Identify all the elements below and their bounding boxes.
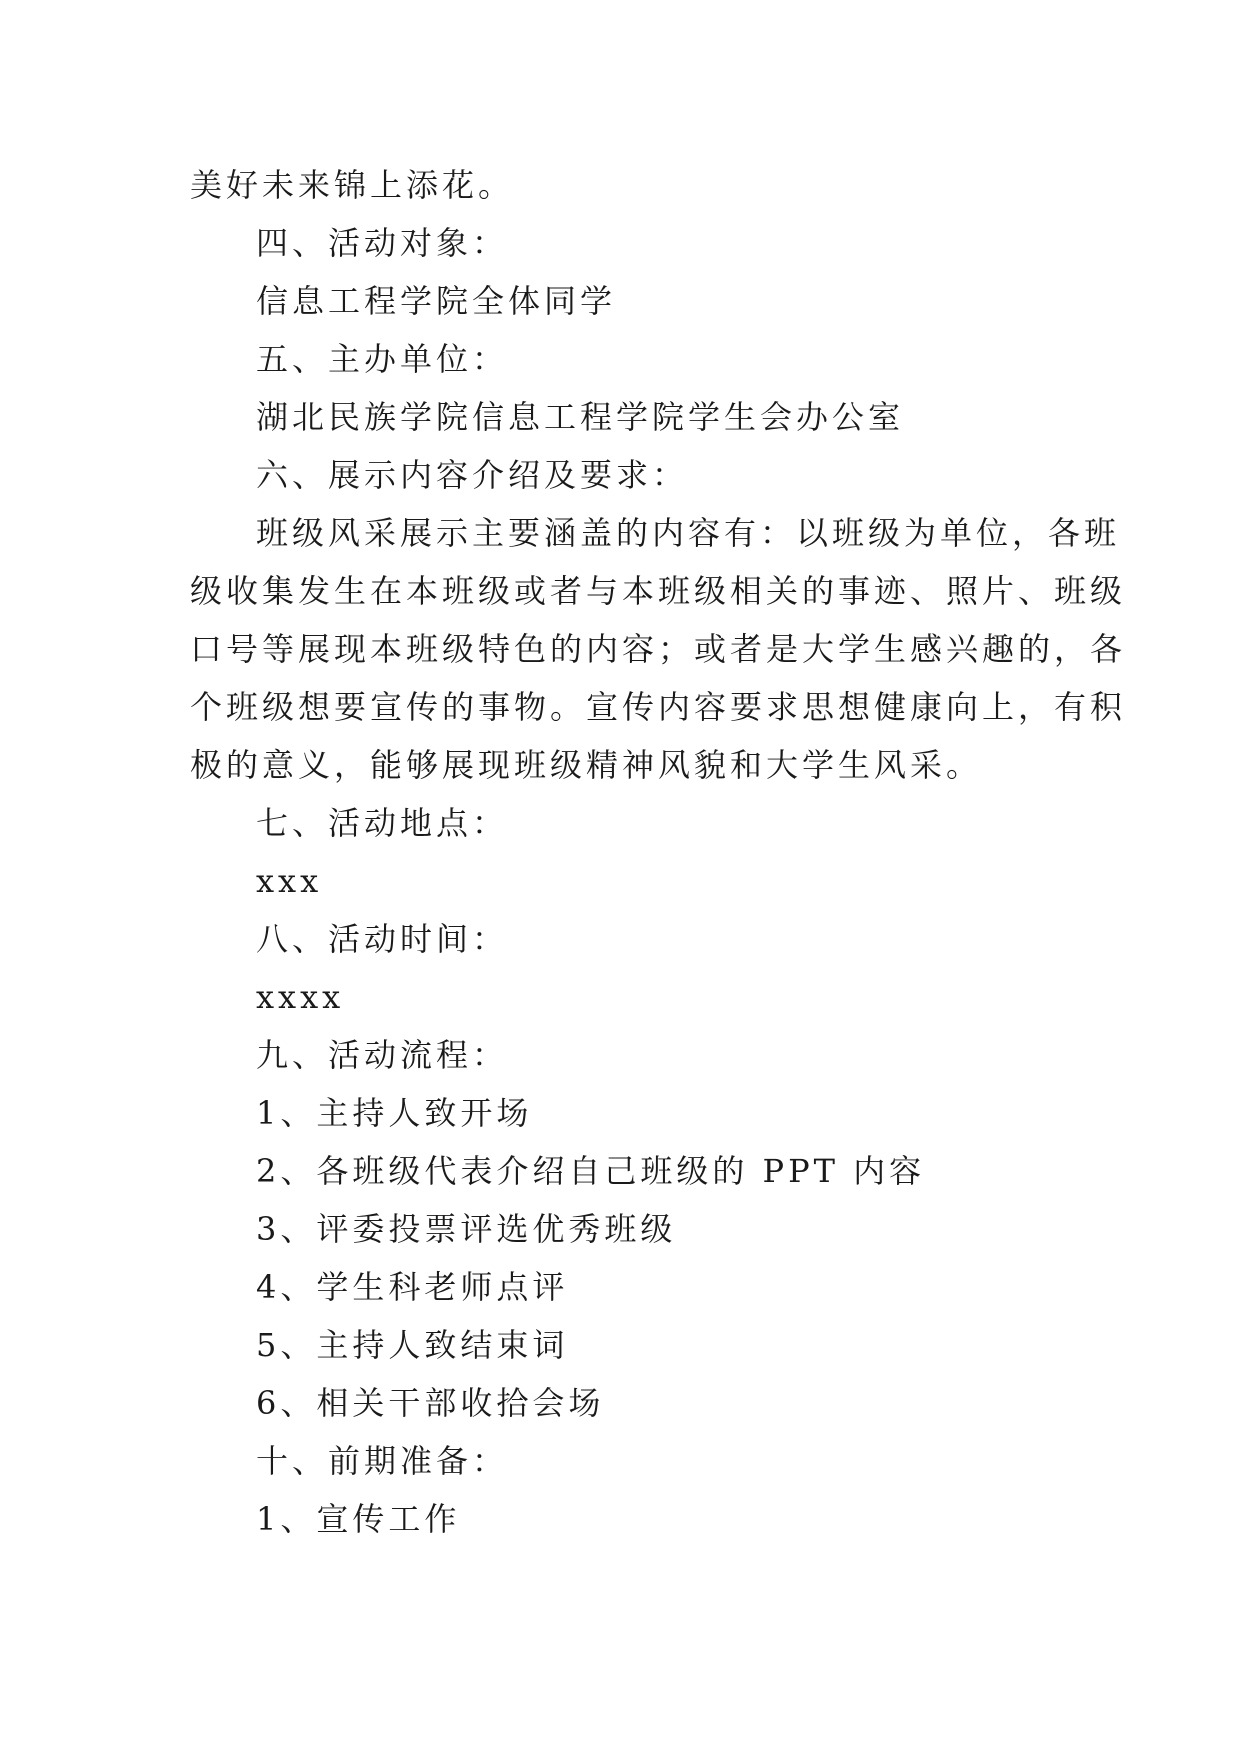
section-body-4: 信息工程学院全体同学 [256, 282, 617, 320]
process-step-4: 4、学生科老师点评 [256, 1268, 569, 1306]
section-heading-8: 八、活动时间： [256, 920, 509, 958]
process-step-5: 5、主持人致结束词 [256, 1326, 569, 1364]
section-body-6-line-3: 口号等展现本班级特色的内容；或者是大学生感兴趣的，各 [190, 630, 1127, 668]
section-body-5: 湖北民族学院信息工程学院学生会办公室 [256, 398, 905, 436]
section-body-6-line-2: 级收集发生在本班级或者与本班级相关的事迹、照片、班级 [190, 572, 1127, 610]
section-heading-4: 四、活动对象： [256, 224, 509, 262]
process-step-3: 3、评委投票评选优秀班级 [256, 1210, 677, 1248]
section-heading-9: 九、活动流程： [256, 1036, 509, 1074]
process-step-6: 6、相关干部收拾会场 [256, 1384, 605, 1422]
process-step-1: 1、主持人致开场 [256, 1094, 533, 1132]
paragraph-end-line: 美好未来锦上添花。 [190, 166, 515, 204]
section-heading-5: 五、主办单位： [256, 340, 509, 378]
section-body-6-line-5: 极的意义，能够展现班级精神风貌和大学生风采。 [190, 746, 983, 784]
section-body-8: xxxx [256, 978, 345, 1016]
section-heading-7: 七、活动地点： [256, 804, 509, 842]
section-body-6-line-1: 班级风采展示主要涵盖的内容有：以班级为单位，各班 [256, 514, 1121, 552]
section-body-7: xxx [256, 862, 323, 900]
section-body-6-line-4: 个班级想要宣传的事物。宣传内容要求思想健康向上，有积 [190, 688, 1127, 726]
process-step-2: 2、各班级代表介绍自己班级的 PPT 内容 [256, 1152, 926, 1190]
section-heading-6: 六、展示内容介绍及要求： [256, 456, 689, 494]
preparation-item-1: 1、宣传工作 [256, 1500, 461, 1538]
section-heading-10: 十、前期准备： [256, 1442, 509, 1480]
